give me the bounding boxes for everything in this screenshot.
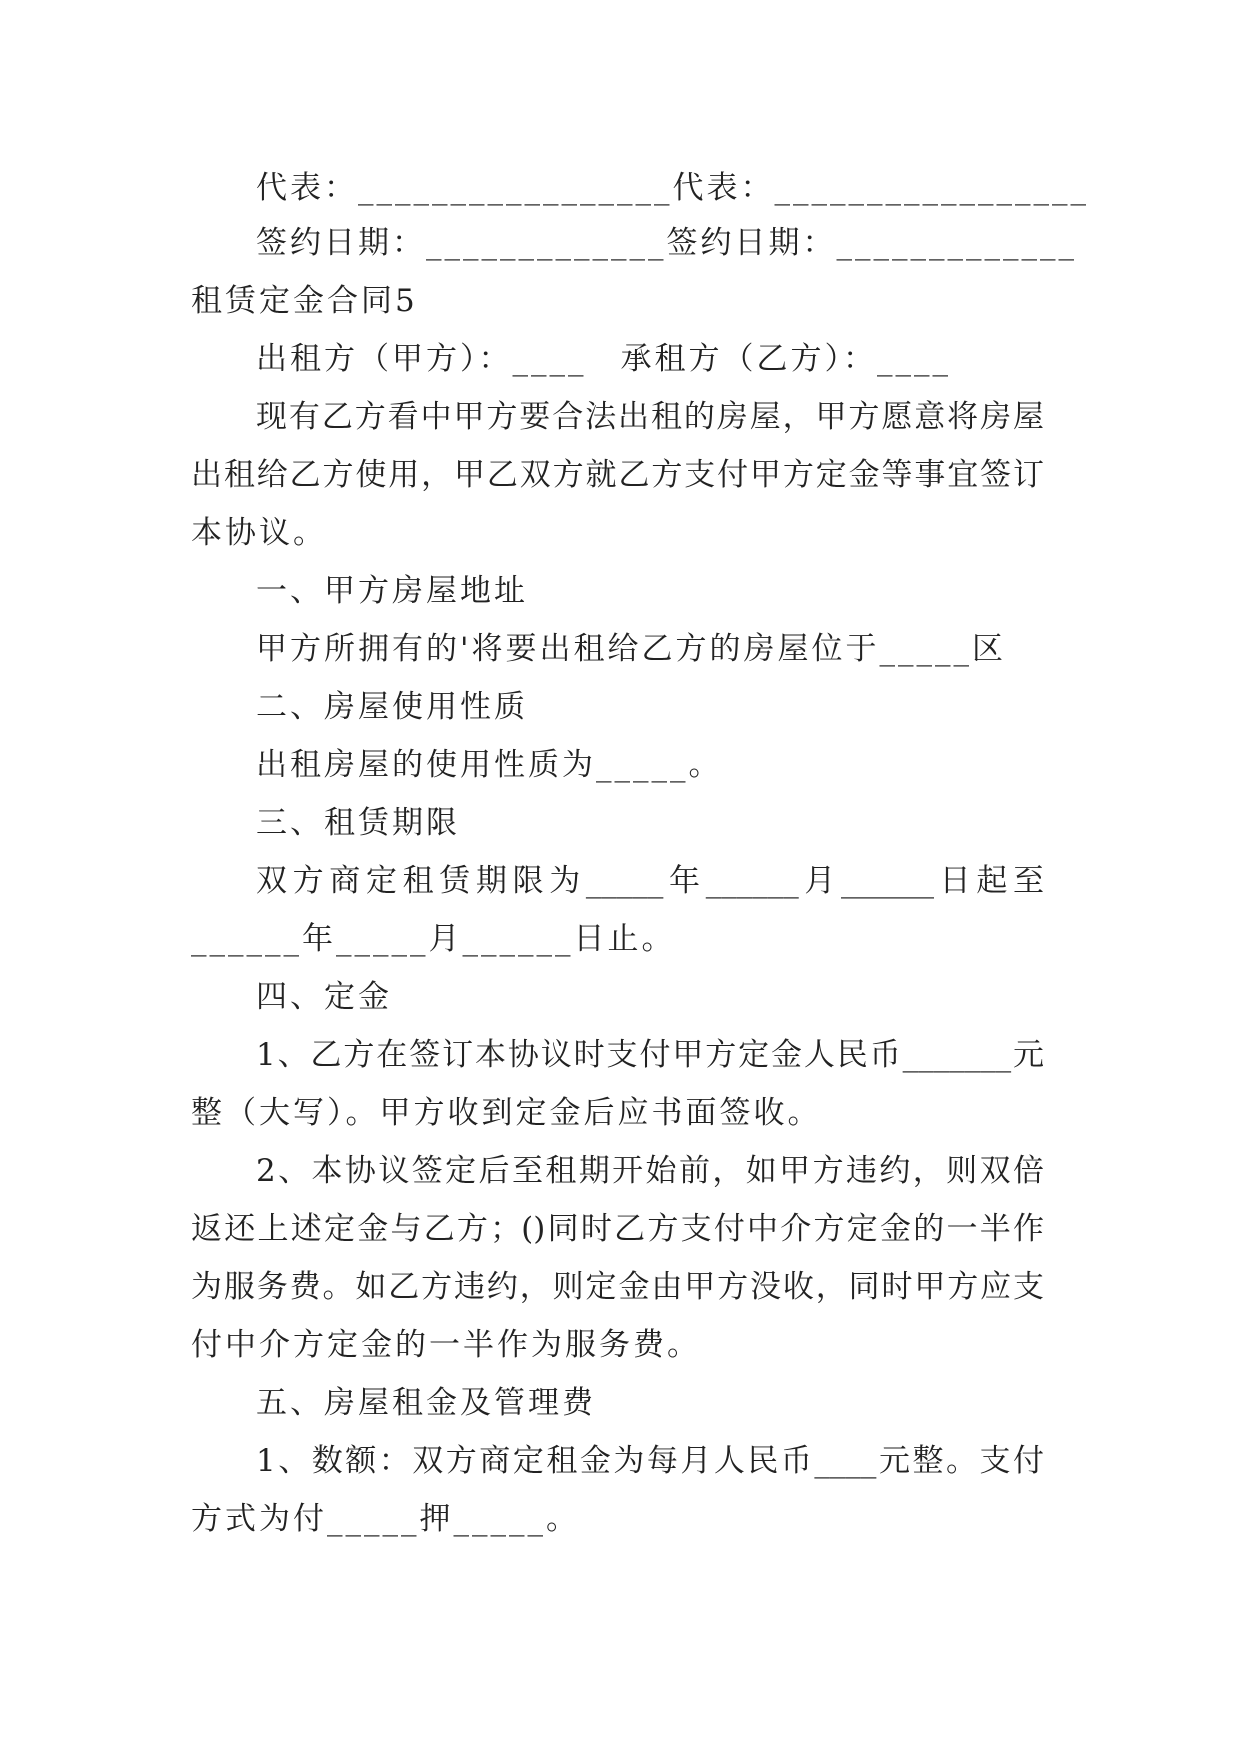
deposit-clause-1-line-1: 1、乙方在签订本协议时支付甲方定金人民币_______元: [256, 1037, 1044, 1073]
intro-paragraph-line-3: 本协议。: [191, 515, 327, 551]
section-heading-usage: 二、房屋使用性质: [256, 689, 528, 725]
section-heading-term: 三、租赁期限: [256, 805, 460, 841]
section-heading-rent: 五、房屋租金及管理费: [256, 1385, 596, 1421]
contract-title: 租赁定金合同5: [191, 283, 418, 319]
deposit-clause-1-line-2: 整（大写）。甲方收到定金后应书面签收。: [191, 1095, 822, 1131]
deposit-clause-2-line-1: 2、本协议签定后至租期开始前，如甲方违约，则双倍: [256, 1153, 1044, 1189]
signature-date-line: 签约日期：_____________签约日期：_____________: [256, 225, 1077, 261]
section-heading-deposit: 四、定金: [256, 979, 392, 1015]
rent-clause-1-line-1: 1、数额：双方商定租金为每月人民币____元整。支付: [256, 1443, 1044, 1479]
parties-line: 出租方（甲方）：____ 承租方（乙方）：____: [256, 341, 951, 377]
intro-paragraph-line-2: 出租给乙方使用，甲乙双方就乙方支付甲方定金等事宜签订: [191, 457, 1044, 493]
address-line: 甲方所拥有的'将要出租给乙方的房屋位于_____区: [256, 631, 1007, 667]
deposit-clause-2-line-2: 返还上述定金与乙方；()同时乙方支付中介方定金的一半作: [191, 1211, 1044, 1247]
deposit-clause-2-line-3: 为服务费。如乙方违约，则定金由甲方没收，同时甲方应支: [191, 1269, 1044, 1305]
term-line-2: ______年_____月______日止。: [191, 921, 676, 957]
term-line-1: 双方商定租赁期限为_____年______月______日起至: [256, 863, 1044, 899]
signature-representative-line: 代表：_________________代表：_________________: [256, 170, 1089, 206]
deposit-clause-2-line-4: 付中介方定金的一半作为服务费。: [191, 1327, 701, 1363]
section-heading-address: 一、甲方房屋地址: [256, 573, 528, 609]
intro-paragraph-line-1: 现有乙方看中甲方要合法出租的房屋，甲方愿意将房屋: [256, 399, 1044, 435]
usage-line: 出租房屋的使用性质为_____。: [256, 747, 723, 783]
rent-clause-1-line-2: 方式为付_____押_____。: [191, 1501, 580, 1537]
